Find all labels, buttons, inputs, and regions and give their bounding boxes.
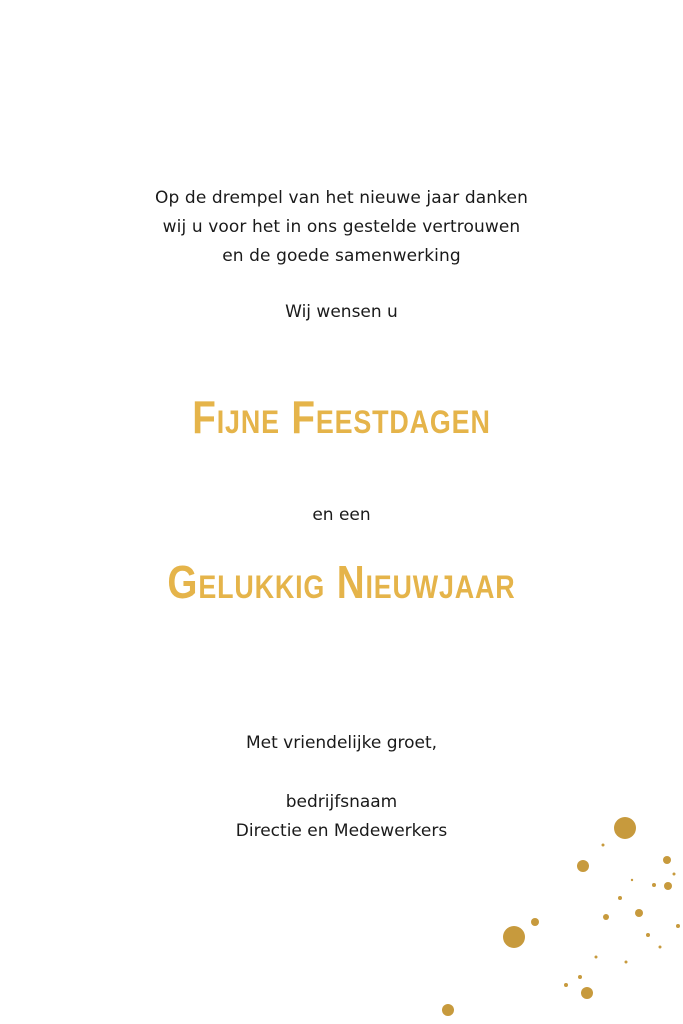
confetti-dot (673, 873, 676, 876)
closing-greeting: Met vriendelijke groet, (245, 733, 438, 753)
team-name: Directie en Medewerkers (235, 821, 448, 841)
wish-line: Wij wensen u (285, 302, 398, 322)
confetti-dot (631, 879, 633, 881)
confetti-dot (625, 961, 628, 964)
confetti-dot (564, 983, 568, 987)
company-name: bedrijfsnaam (285, 792, 398, 812)
headline-gelukkig-nieuwjaar: Gelukkig Nieuwjaar (167, 556, 516, 608)
intro-line-3: en de goede samenwerking (222, 246, 461, 266)
confetti-dot (652, 883, 656, 887)
confetti-dot (531, 918, 539, 926)
confetti-dot (664, 882, 672, 890)
confetti-dot (595, 956, 598, 959)
confetti-dot (635, 909, 643, 917)
confetti-dot (442, 1004, 454, 1016)
confetti-dot (618, 896, 622, 900)
signature-block (0, 788, 683, 846)
confetti-dot (578, 975, 582, 979)
confetti-dot (577, 860, 589, 872)
confetti-dot (676, 924, 680, 928)
confetti-dot (646, 933, 650, 937)
intro-line-2: wij u voor het in ons gestelde vertrouwen (162, 217, 521, 237)
intro-text (0, 184, 683, 271)
confetti-dot (603, 914, 609, 920)
confetti-dot (581, 987, 593, 999)
confetti-dot (503, 926, 525, 948)
intro-line-1: Op de drempel van het nieuwe jaar danken (155, 188, 528, 208)
conjunction-text: en een (312, 505, 371, 525)
confetti-dot (659, 946, 662, 949)
confetti-dot (663, 856, 671, 864)
headline-fijne-feestdagen: Fijne Feestdagen (192, 391, 491, 443)
